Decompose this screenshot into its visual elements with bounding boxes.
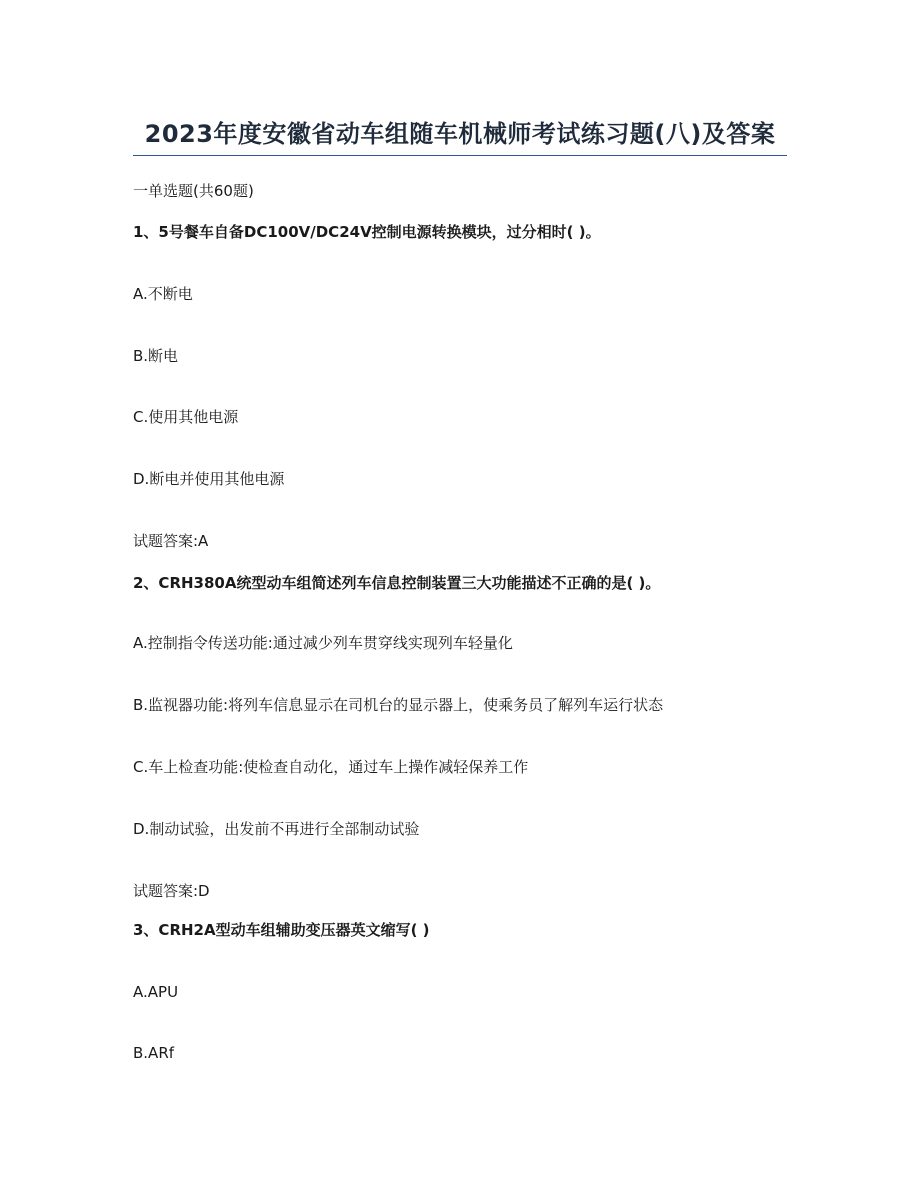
title-underline: [133, 155, 787, 156]
option-d: D.制动试验，出发前不再进行全部制动试验: [133, 820, 420, 838]
section-header: 一单选题(共60题): [133, 182, 254, 200]
option-c: C.车上检查功能:使检查自动化，通过车上操作减轻保养工作: [133, 758, 529, 776]
page-title: 2023年度安徽省动车组随车机械师考试练习题(八)及答案: [144, 120, 776, 148]
question-stem: 3、CRH2A型动车组辅助变压器英文缩写( ): [133, 921, 430, 939]
option-b: B.ARf: [133, 1044, 175, 1062]
option-d: D.断电并使用其他电源: [133, 470, 285, 488]
option-a: A.不断电: [133, 285, 193, 303]
option-b: B.监视器功能:将列车信息显示在司机台的显示器上，使乘务员了解列车运行状态: [133, 696, 664, 714]
option-a: A.APU: [133, 983, 179, 1001]
answer-line: 试题答案:A: [133, 532, 209, 550]
answer-line: 试题答案:D: [133, 882, 210, 900]
option-c: C.使用其他电源: [133, 408, 239, 426]
question-stem: 1、5号餐车自备DC100V/DC24V控制电源转换模块，过分相时( )。: [133, 223, 601, 241]
option-b: B.断电: [133, 347, 179, 365]
option-a: A.控制指令传送功能:通过减少列车贯穿线实现列车轻量化: [133, 634, 513, 652]
question-stem: 2、CRH380A统型动车组简述列车信息控制装置三大功能描述不正确的是( )。: [133, 574, 661, 592]
